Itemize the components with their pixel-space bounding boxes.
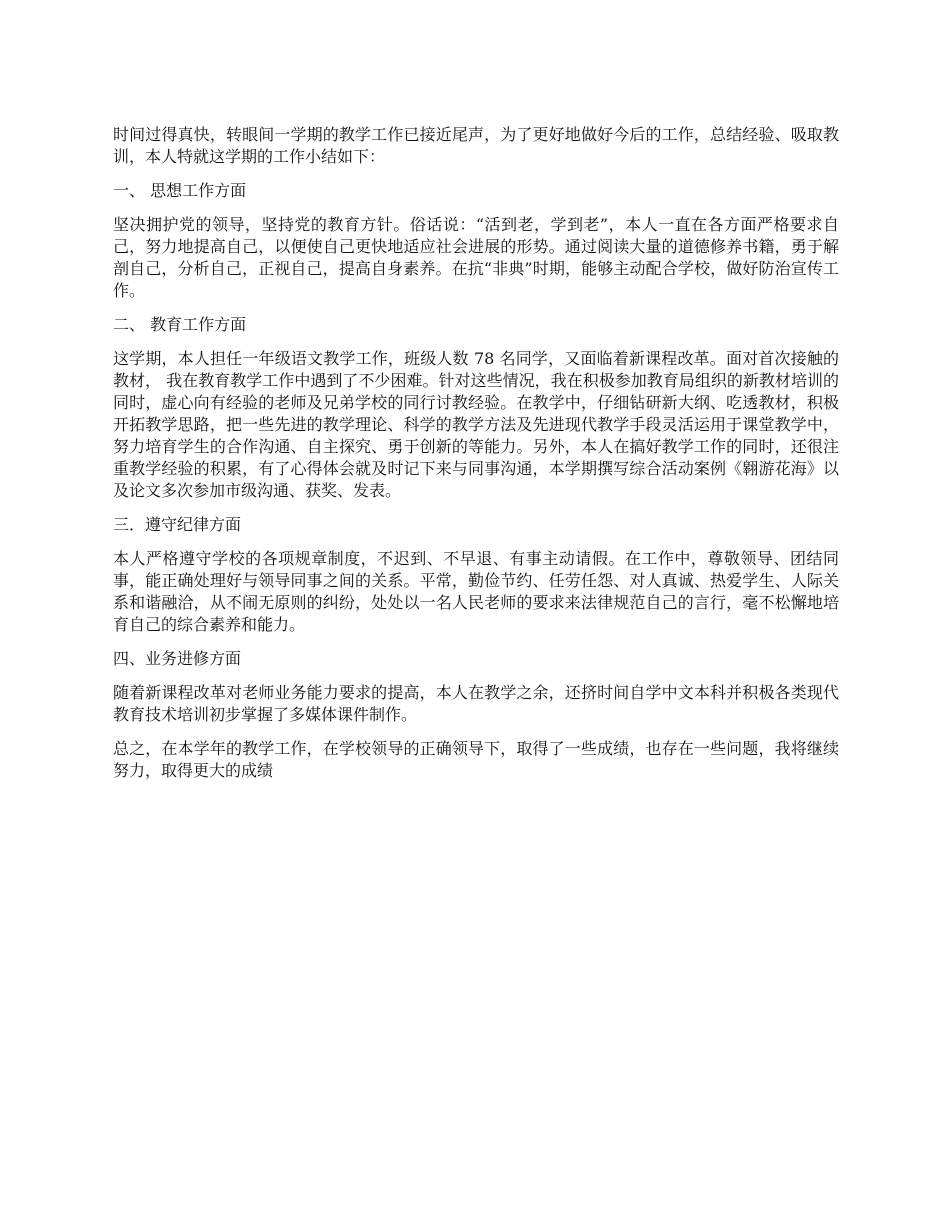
ideology-paragraph: 坚决拥护党的领导，坚持党的教育方针。俗话说：“活到老，学到老”，本人一直在各方面严格要求自己，努力地提高自己，以便使自己更快地适应社会进展的形势。通过阅读大量的道德修养书籍，勇于解剖自己，分析自己，正视自己，提高自身素养。在抗“非典”时期，能够主动配合学校，做好防治宣传工作。 [113, 215, 839, 300]
conclusion-paragraph: 总之，在本学年的教学工作，在学校领导的正确领导下，取得了一些成绩，也存在一些问题，我将继续努力，取得更大的成绩 [113, 739, 839, 780]
discipline-paragraph: 本人严格遵守学校的各项规章制度，不迟到、不早退、有事主动请假。在工作中，尊敬领导、团结同事，能正确处理好与领导同事之间的关系。平常，勤俭节约、任劳任怨、对人真诚、热爱学生、人际关系和谐融洽，从不闹无原则的纠纷，处处以一名人民老师的要求来法律规范自己的言行，毫不松懈地培育自己的综合素养和能力。 [113, 549, 839, 634]
section-heading-education: 二、 教育工作方面 [113, 315, 247, 334]
training-paragraph: 随着新课程改革对老师业务能力要求的提高，本人在教学之余，还挤时间自学中文本科并积极各类现代教育技术培训初步掌握了多媒体课件制作。 [113, 683, 839, 724]
intro-paragraph: 时间过得真快，转眼间一学期的教学工作已接近尾声，为了更好地做好今后的工作，总结经验、吸取教训，本人特就这学期的工作小结如下： [113, 125, 839, 166]
section-heading-training: 四、业务进修方面 [113, 649, 242, 668]
education-paragraph: 这学期，本人担任一年级语文教学工作，班级人数 78 名同学，又面临着新课程改革。面对首次接触的教材， 我在教育教学工作中遇到了不少困难。针对这些情况，我在积极参加教育局组织的新教材培训的同时，虚心向有经验的老师及兄弟学校的同行讨教经验。在教学中，仔细钻研新大纲、吃透教材，积极开拓教学思路，把一些先进的教学理论、科学的教学方法及先进现代教学手段灵活运用于课堂教学中，努力培育学生的合作沟通、自主探究、勇于创新的等能力。另外，本人在搞好教学工作的同时，还很注重教学经验的积累，有了心得体会就及时记下来与同事沟通，本学期撰写综合活动案例《翱游花海》以及论文多次参加市级沟通、获奖、发表。 [113, 349, 839, 500]
section-heading-ideology: 一、 思想工作方面 [113, 181, 247, 200]
section-heading-discipline: 三．遵守纪律方面 [113, 515, 242, 534]
document-body [113, 124, 839, 794]
